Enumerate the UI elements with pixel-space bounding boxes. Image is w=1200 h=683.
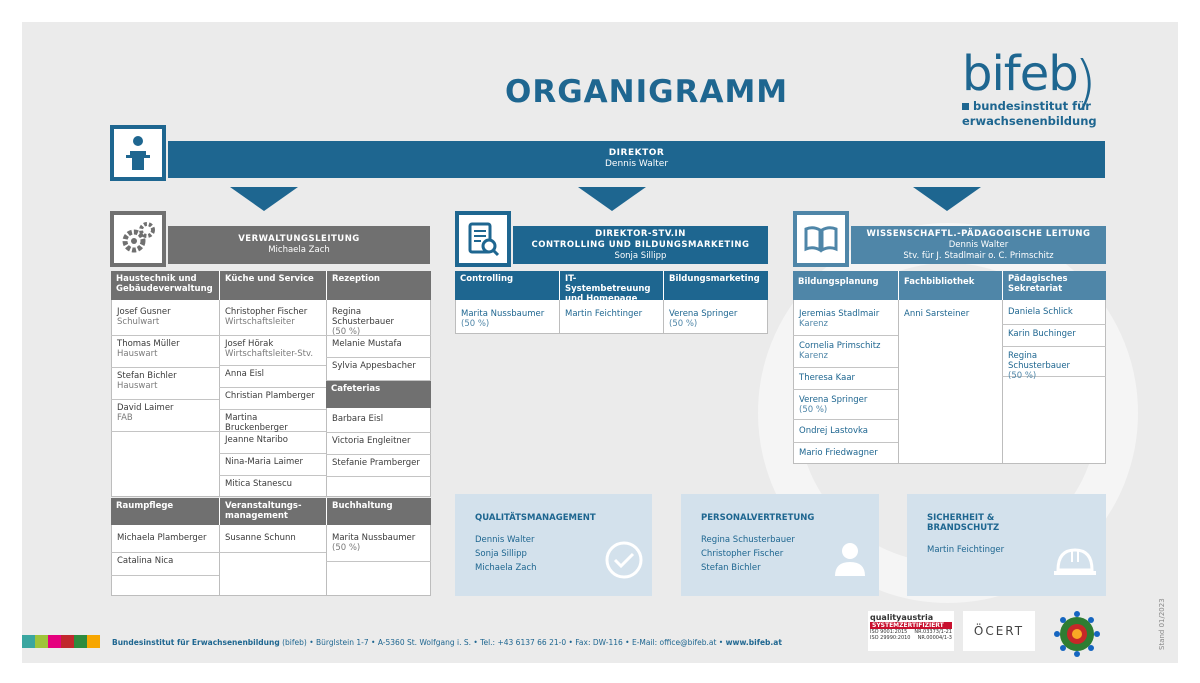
list-item: Susanne Schunn bbox=[219, 530, 326, 553]
col-head-kueche: Küche und Service bbox=[219, 271, 326, 300]
page-title: ORGANIGRAMM bbox=[505, 74, 789, 110]
wiss-title: WISSENSCHAFTL.-PÄDAGOGISCHE LEITUNG bbox=[866, 228, 1091, 239]
sicherheit-box bbox=[907, 494, 1106, 596]
qm-person: Sonja Sillipp bbox=[475, 549, 527, 559]
arrow-down-icon bbox=[230, 187, 298, 211]
list-item: Nina-Maria Laimer bbox=[219, 454, 326, 476]
verwaltung-header bbox=[168, 226, 430, 264]
list-item: Christian Plamberger bbox=[219, 388, 326, 410]
bifeb-logo bbox=[962, 46, 1097, 128]
sb-heading2: BRANDSCHUTZ bbox=[927, 523, 1000, 533]
logo-line2: erwachsenenbildung bbox=[962, 114, 1097, 128]
pv-heading: PERSONALVERTRETUNG bbox=[701, 513, 815, 523]
col-head-sekretariat: Pädagisches Sekretariat bbox=[1002, 271, 1106, 300]
stv-header bbox=[513, 226, 768, 264]
list-item: Verena Springer (50 %) bbox=[793, 392, 898, 420]
col-head-raumpflege: Raumpflege bbox=[111, 498, 219, 525]
list-item: David Laimer FAB bbox=[111, 400, 219, 432]
color-squares bbox=[22, 635, 100, 648]
arrow-down-icon bbox=[578, 187, 646, 211]
list-item: Christopher Fischer Wirtschaftsleiter bbox=[219, 304, 326, 336]
list-item: Michaela Plamberger bbox=[111, 530, 219, 553]
pv-person: Christopher Fischer bbox=[701, 549, 784, 559]
list-item: Regina Schusterbauer (50 %) bbox=[326, 304, 431, 336]
pv-person: Regina Schusterbauer bbox=[701, 535, 795, 545]
direktor-title: DIREKTOR bbox=[608, 148, 665, 158]
col-head-buchhaltung: Buchhaltung bbox=[326, 498, 431, 525]
list-item: Victoria Engleitner bbox=[326, 433, 431, 455]
list-item: Daniela Schlick bbox=[1002, 304, 1106, 325]
stv-title: DIREKTOR-STV.IN bbox=[595, 228, 686, 239]
col-head-marketing: Bildungsmarketing bbox=[663, 271, 768, 300]
logo-paren: ) bbox=[1074, 48, 1097, 116]
sb-heading1: SICHERHEIT & bbox=[927, 513, 995, 523]
list-item: Regina Schusterbauer (50 %) bbox=[1002, 348, 1106, 377]
list-item: Jeanne Ntaribo bbox=[219, 432, 326, 454]
qm-person: Dennis Walter bbox=[475, 535, 535, 545]
stv-subtitle: CONTROLLING UND BILDUNGSMARKETING bbox=[531, 239, 750, 250]
presenter-icon bbox=[110, 125, 166, 181]
list-item: Thomas Müller Hauswart bbox=[111, 336, 219, 368]
list-item: Anni Sarsteiner bbox=[904, 309, 970, 319]
qm-person: Michaela Zach bbox=[475, 563, 537, 573]
list-item: Mitica Stanescu bbox=[225, 479, 293, 489]
list-item: Anna Eisl bbox=[219, 366, 326, 388]
list-item: Josef Hörak Wirtschaftsleiter-Stv. bbox=[219, 336, 326, 366]
qualityaustria-logo: qualityaustria SYSTEMZERTIFIZIERT ISO 9001:2015 NR.03373/1-21 ISO 29990:2010 NR.00004/1-3 bbox=[868, 611, 954, 651]
list-item: Marita Nussbaumer (50 %) bbox=[326, 530, 431, 562]
arrow-down-icon bbox=[913, 187, 981, 211]
oecert-logo: ÖCERT bbox=[963, 611, 1035, 651]
wiss-header bbox=[851, 226, 1106, 264]
qm-heading: QUALITÄTSMANAGEMENT bbox=[475, 513, 596, 523]
wiss-name: Dennis Walter bbox=[948, 239, 1009, 250]
direktor-bar bbox=[168, 141, 1105, 178]
stand-date: Stand 01/2023 bbox=[1158, 598, 1166, 650]
list-item: Sylvia Appesbacher bbox=[326, 358, 431, 381]
wiss-sub: Stv. für J. Stadlmair o. C. Primschitz bbox=[903, 250, 1054, 261]
personalvertretung-box bbox=[681, 494, 879, 596]
footer-address: Bundesinstitut für Erwachsenenbildung (bifeb) • Bürglstein 1-7 • A-5360 St. Wolfgang i. S. • Tel.: +43 6137 66 21-0 • Fax: DW-116 • E-Mail: office@bifeb.at • www.bifeb.at bbox=[112, 638, 782, 647]
list-item: Verena Springer (50 %) bbox=[669, 309, 738, 329]
logo-word: bifeb bbox=[962, 46, 1078, 102]
list-item: Stefan Bichler Hauswart bbox=[111, 368, 219, 400]
verwaltung-title: VERWALTUNGSLEITUNG bbox=[238, 234, 360, 244]
stv-name: Sonja Sillipp bbox=[614, 250, 667, 261]
verwaltung-name: Michaela Zach bbox=[268, 245, 330, 255]
person-icon bbox=[831, 540, 869, 578]
list-item: Martin Feichtinger bbox=[565, 309, 643, 319]
col-head-bildungsplanung: Bildungsplanung bbox=[793, 271, 898, 300]
list-item: Catalina Nica bbox=[111, 553, 219, 576]
checkmark-icon bbox=[604, 540, 644, 580]
list-item: Martina Bruckenberger bbox=[219, 410, 326, 432]
list-item: Marita Nussbaumer (50 %) bbox=[461, 309, 545, 329]
list-item: Karin Buchinger bbox=[1002, 326, 1106, 347]
col-head-rezeption: Rezeption bbox=[326, 271, 431, 300]
col-head-controlling: Controlling bbox=[455, 271, 559, 300]
book-icon bbox=[793, 211, 849, 267]
list-item: Ondrej Lastovka bbox=[793, 423, 898, 443]
footer-url[interactable]: www.bifeb.at bbox=[725, 638, 782, 647]
list-item: Mario Friedwagner bbox=[799, 448, 878, 458]
list-item: Josef Gusner Schulwart bbox=[111, 304, 219, 336]
list-item: Jeremias Stadlmair Karenz bbox=[793, 306, 898, 336]
hardhat-icon bbox=[1052, 544, 1098, 578]
sb-person: Martin Feichtinger bbox=[927, 545, 1005, 555]
list-item: Melanie Mustafa bbox=[326, 336, 431, 358]
list-item: Barbara Eisl bbox=[326, 411, 431, 433]
col-head-cafeterias: Cafeterias bbox=[326, 381, 431, 408]
col-head-veranstaltung: Veranstaltungs-management bbox=[219, 498, 326, 525]
seal-logo bbox=[1050, 611, 1104, 655]
col-head-it: IT-Systembetreuung und Homepage bbox=[559, 271, 663, 300]
col-head-haustechnik: Haustechnik und Gebäudeverwaltung bbox=[111, 271, 219, 300]
pv-person: Stefan Bichler bbox=[701, 563, 761, 573]
direktor-name: Dennis Walter bbox=[604, 159, 669, 169]
col-head-fachbibliothek: Fachbibliothek bbox=[898, 271, 1002, 300]
list-item: Theresa Kaar bbox=[793, 370, 898, 390]
qualitaetsmanagement-box bbox=[455, 494, 652, 596]
document-search-icon bbox=[455, 211, 511, 267]
gears-icon bbox=[110, 211, 166, 267]
list-item: Stefanie Pramberger bbox=[326, 455, 431, 477]
list-item: Cornelia Primschitz Karenz bbox=[793, 338, 898, 368]
logo-line1: bundesinstitut für bbox=[973, 99, 1091, 113]
